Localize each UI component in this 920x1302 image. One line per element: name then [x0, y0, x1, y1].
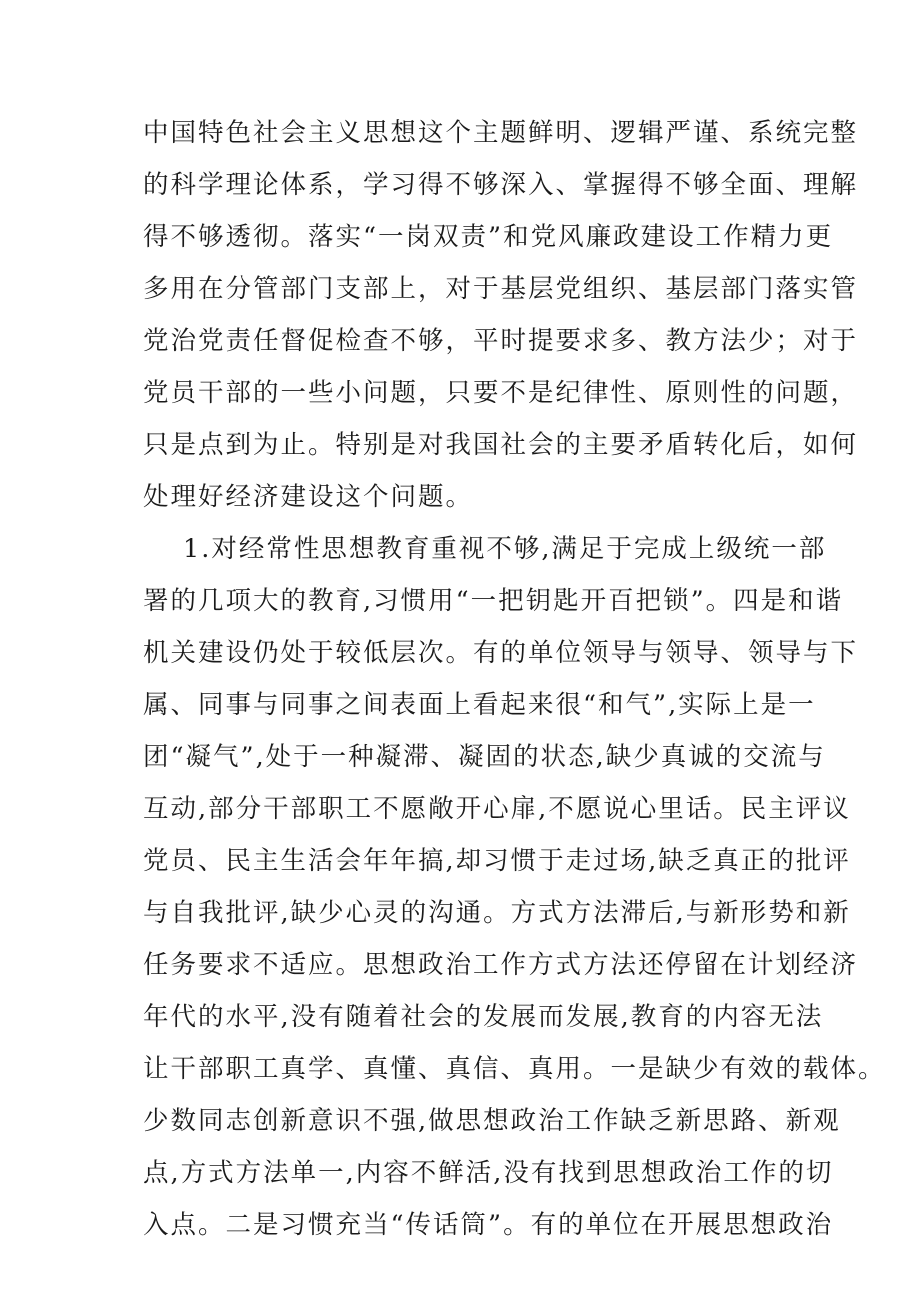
text-line: 与自我批评,缺少心灵的沟通。方式方法滞后,与新形势和新 [143, 898, 851, 928]
text-line: 点,方式方法单一,内容不鲜活,没有找到思想政治工作的切 [143, 1158, 834, 1188]
text-line: 只是点到为止。特别是对我国社会的主要矛盾转化后，如何 [143, 430, 859, 460]
paragraph-1 [143, 107, 859, 523]
text-line: 党员干部的一些小问题，只要不是纪律性、原则性的问题， [143, 378, 859, 408]
text-line: 中国特色社会主义思想这个主题鲜明、逻辑严谨、系统完整 [143, 118, 859, 148]
text-line: 入点。二是习惯充当“传话筒”。有的单位在开展思想政治 [143, 1210, 834, 1240]
text-line: 属、同事与同事之间表面上看起来很“和气”,实际上是一 [143, 690, 816, 720]
text-line: 处理好经济建设这个问题。 [143, 482, 474, 512]
text-line: 署的几项大的教育,习惯用“一把钥匙开百把锁”。四是和谐 [143, 586, 844, 616]
text-line: 让干部职工真学、真懂、真信、真用。一是缺少有效的载体。 [143, 1054, 886, 1084]
text-line: 团“凝气”,处于一种凝滞、凝固的状态,缺少真诚的交流与 [143, 742, 826, 772]
text-line: 的科学理论体系，学习得不够深入、掌握得不够全面、理解 [143, 170, 859, 200]
document-body [143, 107, 886, 1251]
paragraph-2 [143, 523, 886, 1251]
text-line: 互动,部分干部职工不愿敞开心扉,不愿说心里话。民主评议 [143, 794, 851, 824]
text-line: 机关建设仍处于较低层次。有的单位领导与领导、领导与下 [143, 638, 859, 668]
text-line: 党治党责任督促检查不够，平时提要求多、教方法少；对于 [143, 326, 859, 356]
text-line: 得不够透彻。落实“一岗双责”和党风廉政建设工作精力更 [143, 222, 834, 252]
text-line: 年代的水平,没有随着社会的发展而发展,教育的内容无法 [143, 1002, 824, 1032]
text-line: 1.对经常性思想教育重视不够,满足于完成上级统一部 [183, 534, 827, 564]
text-line: 任务要求不适应。思想政治工作方式方法还停留在计划经济 [143, 950, 859, 980]
text-line: 党员、民主生活会年年搞,却习惯于走过场,缺乏真正的批评 [143, 846, 851, 876]
text-line: 多用在分管部门支部上，对于基层党组织、基层部门落实管 [143, 274, 859, 304]
text-line: 少数同志创新意识不强,做思想政治工作缺乏新思路、新观 [143, 1106, 841, 1136]
